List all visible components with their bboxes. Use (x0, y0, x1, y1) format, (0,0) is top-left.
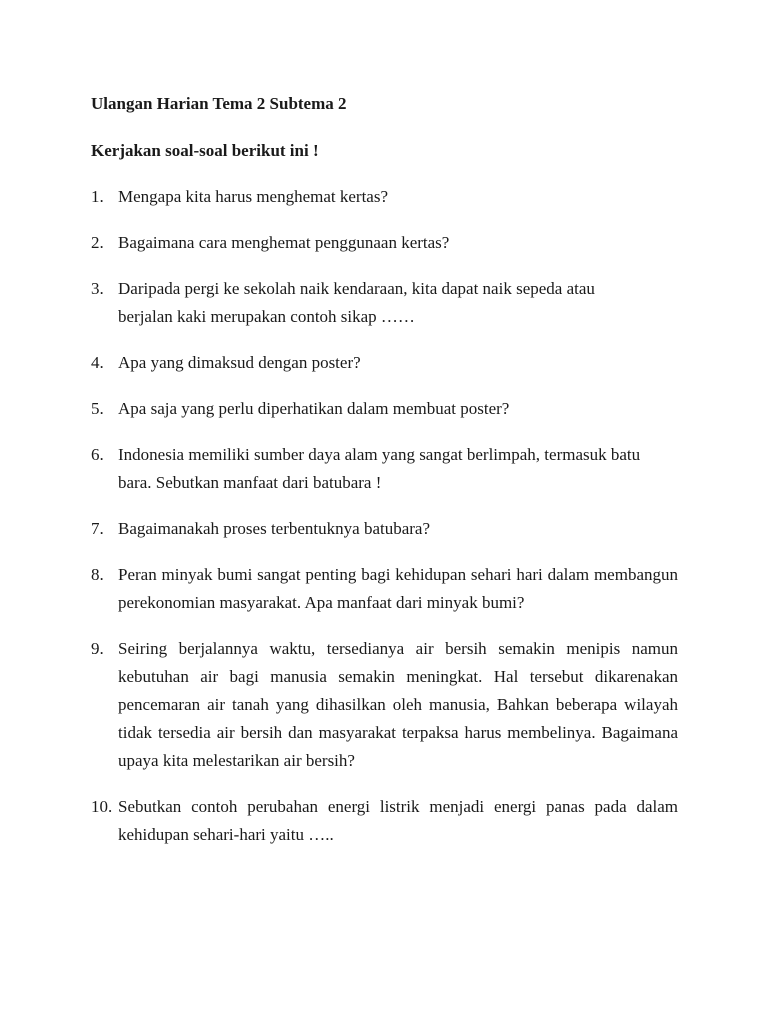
document-title: Ulangan Harian Tema 2 Subtema 2 (91, 94, 347, 113)
question-text: Sebutkan contoh perubahan energi listrik menjadi energi panas pada dalam kehidupan sehari-hari yaitu ….. (118, 797, 678, 844)
question-number: 4. (91, 353, 104, 372)
question-number: 5. (91, 399, 104, 418)
question-item (91, 229, 678, 257)
question-item (91, 183, 678, 211)
question-item (91, 441, 678, 497)
question-text: Bagaimanakah proses terbentuknya batubara? (118, 519, 431, 538)
question-text: Bagaimana cara menghemat penggunaan kertas? (118, 233, 450, 252)
question-number: 7. (91, 519, 104, 538)
question-number: 9. (91, 639, 104, 658)
question-number: 2. (91, 233, 104, 252)
document-page (91, 90, 678, 867)
question-item (91, 395, 678, 423)
question-number: 6. (91, 445, 104, 464)
question-text: Peran minyak bumi sangat penting bagi kehidupan sehari hari dalam membangun perekonomian masyarakat. Apa manfaat dari minyak bumi? (118, 565, 678, 612)
instruction-text: Kerjakan soal-soal berikut ini ! (91, 141, 319, 160)
question-text: Apa yang dimaksud dengan poster? (118, 353, 361, 372)
question-item (91, 515, 678, 543)
question-number: 3. (91, 279, 104, 298)
question-text: Apa saja yang perlu diperhatikan dalam membuat poster? (118, 399, 510, 418)
question-text: Indonesia memiliki sumber daya alam yang sangat berlimpah, termasuk batu bara. Sebutkan manfaat dari batubara ! (118, 445, 641, 492)
question-text: Seiring berjalannya waktu, tersedianya air bersih semakin menipis namun kebutuhan air bagi manusia semakin meningkat. Hal tersebut dikarenakan pencemaran air tanah yang dihasilkan oleh manusia, Bahkan beberapa wilayah tidak tersedia air bersih dan masyarakat terpaksa harus membelinya. Bagaimana upaya kita melestarikan air bersih? (118, 639, 678, 770)
question-item (91, 349, 678, 377)
question-number: 1. (91, 187, 104, 206)
question-item (91, 635, 678, 775)
question-text: Mengapa kita harus menghemat kertas? (118, 187, 389, 206)
question-text: Daripada pergi ke sekolah naik kendaraan, kita dapat naik sepeda atau berjalan kaki merupakan contoh sikap …… (118, 279, 595, 326)
question-item (91, 275, 678, 331)
question-number: 10. (91, 797, 113, 816)
question-list (91, 183, 678, 849)
question-number: 8. (91, 565, 104, 584)
question-item (91, 793, 678, 849)
question-item (91, 561, 678, 617)
